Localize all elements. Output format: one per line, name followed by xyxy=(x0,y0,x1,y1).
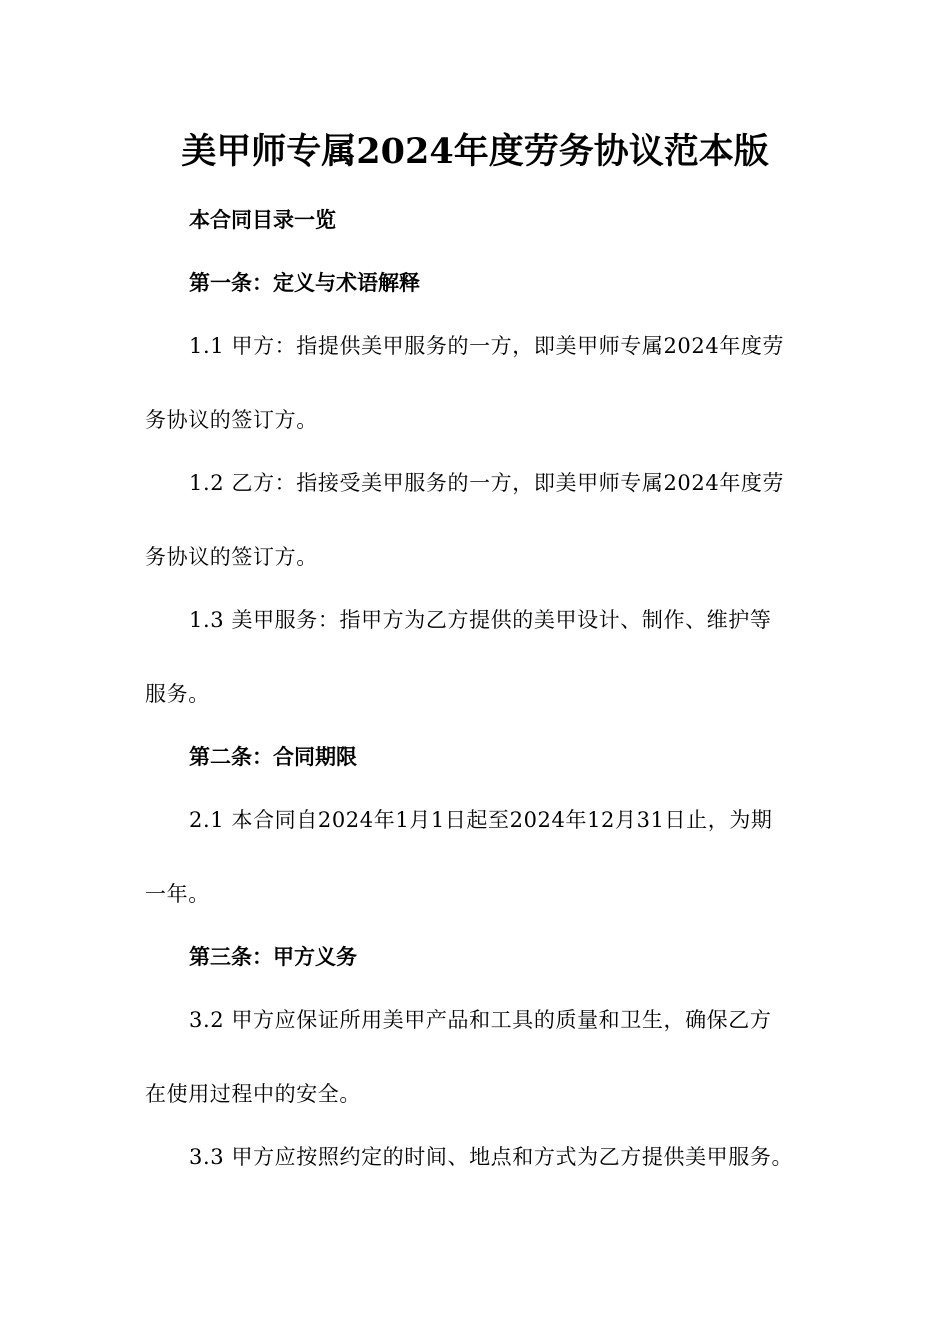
article3-clause2-line2: 在使用过程中的安全。 xyxy=(145,1082,361,1106)
toc-heading: 本合同目录一览 xyxy=(189,207,336,232)
article1-clause1-line2: 务协议的签订方。 xyxy=(145,408,318,432)
article1-clause2-line1: 1.2 乙方：指接受美甲服务的一方，即美甲师专属2024年度劳 xyxy=(189,471,785,495)
article3-clause3-line1: 3.3 甲方应按照约定的时间、地点和方式为乙方提供美甲服务。 xyxy=(189,1145,794,1169)
article1-clause3-line1: 1.3 美甲服务：指甲方为乙方提供的美甲设计、制作、维护等 xyxy=(189,608,772,632)
article1-clause1-line1: 1.1 甲方：指提供美甲服务的一方，即美甲师专属2024年度劳 xyxy=(189,334,785,358)
article3-heading: 第三条：甲方义务 xyxy=(189,944,357,969)
article3-clause2-line1: 3.2 甲方应保证所用美甲产品和工具的质量和卫生，确保乙方 xyxy=(189,1008,772,1032)
article2-clause1-line2: 一年。 xyxy=(145,882,210,906)
article2-heading: 第二条：合同期限 xyxy=(189,744,357,769)
article1-heading: 第一条：定义与术语解释 xyxy=(189,270,420,295)
document-title: 美甲师专属2024年度劳务协议范本版 xyxy=(181,131,769,172)
article1-clause2-line2: 务协议的签订方。 xyxy=(145,545,318,569)
article1-clause3-line2: 服务。 xyxy=(145,682,210,706)
article2-clause1-line1: 2.1 本合同自2024年1月1日起至2024年12月31日止，为期 xyxy=(189,808,773,832)
